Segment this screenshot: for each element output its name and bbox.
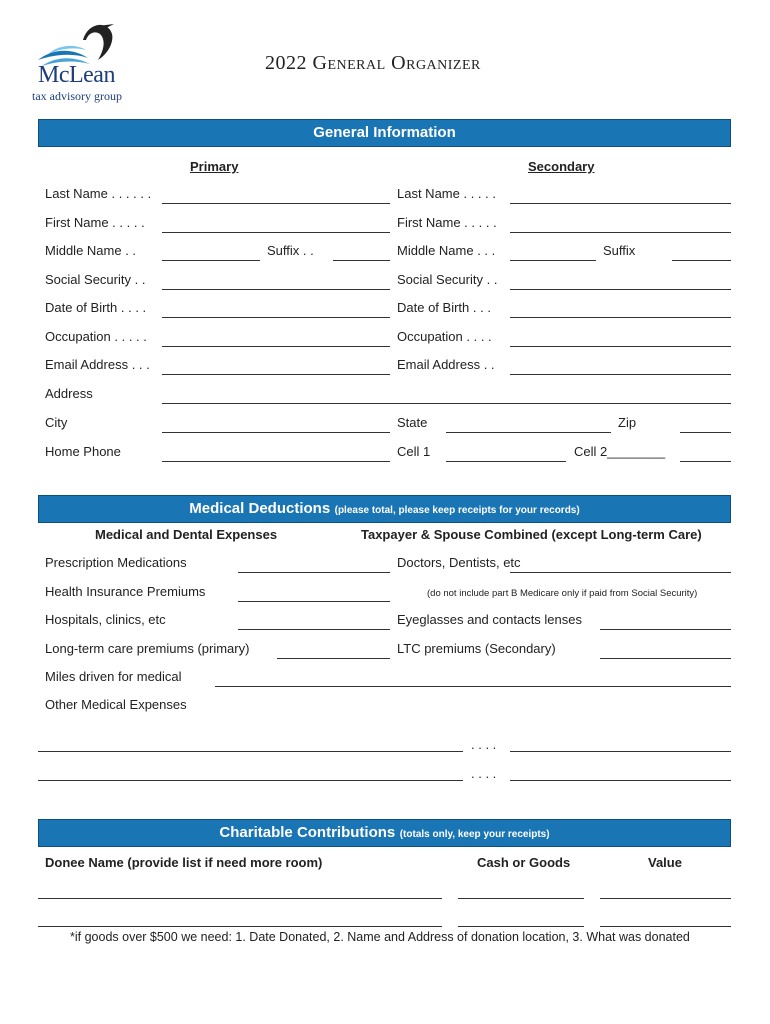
primary-heading: Primary bbox=[190, 159, 239, 174]
cash-or-goods-field-2[interactable] bbox=[458, 926, 584, 927]
other-medical-dots-1: . . . . bbox=[471, 737, 497, 752]
other-medical-dots-2: . . . . bbox=[471, 766, 497, 781]
secondary-suffix-field[interactable] bbox=[672, 260, 731, 261]
donee-name-heading: Donee Name (provide list if need more room) bbox=[45, 855, 323, 870]
health-insurance-field[interactable] bbox=[238, 601, 390, 602]
primary-first-name-label: First Name . . . . . bbox=[45, 215, 145, 230]
address-label: Address bbox=[45, 386, 93, 401]
primary-first-name-field[interactable] bbox=[162, 232, 390, 233]
secondary-middle-name-label: Middle Name . . . bbox=[397, 243, 496, 258]
doctors-label: Doctors, Dentists, etc bbox=[397, 555, 521, 570]
logo-tagline: tax advisory group bbox=[32, 89, 122, 103]
value-field-2[interactable] bbox=[600, 926, 731, 927]
other-medical-amount-1[interactable] bbox=[510, 751, 731, 752]
charitable-contributions-bar bbox=[38, 819, 731, 847]
secondary-middle-name-field[interactable] bbox=[510, 260, 596, 261]
city-label: City bbox=[45, 415, 68, 430]
cash-or-goods-heading: Cash or Goods bbox=[477, 855, 571, 870]
home-phone-field[interactable] bbox=[162, 461, 390, 462]
charitable-contributions-subtitle: (totals only, keep your receipts) bbox=[399, 829, 550, 840]
other-medical-description-1[interactable] bbox=[38, 751, 463, 752]
primary-dob-label: Date of Birth . . . . bbox=[45, 300, 147, 315]
eyeglasses-field[interactable] bbox=[600, 629, 731, 630]
prescription-label: Prescription Medications bbox=[45, 555, 187, 570]
donee-name-field-2[interactable] bbox=[38, 926, 442, 927]
charity-footnote: *if goods over $500 we need: 1. Date Donated, 2. Name and Address of donation location, 3. What was donated bbox=[70, 930, 690, 944]
general-information-bar bbox=[38, 119, 731, 147]
ltc-primary-label: Long-term care premiums (primary) bbox=[45, 641, 250, 656]
secondary-last-name-field[interactable] bbox=[510, 203, 731, 204]
prescription-field[interactable] bbox=[238, 572, 390, 573]
primary-dob-field[interactable] bbox=[162, 317, 390, 318]
ltc-secondary-label: LTC premiums (Secondary) bbox=[397, 641, 556, 656]
state-field[interactable] bbox=[446, 432, 611, 433]
cell2-label: Cell 2________ bbox=[574, 444, 666, 459]
secondary-ssn-field[interactable] bbox=[510, 289, 731, 290]
zip-field[interactable] bbox=[680, 432, 731, 433]
ltc-secondary-field[interactable] bbox=[600, 658, 731, 659]
doctors-field[interactable] bbox=[510, 572, 731, 573]
health-insurance-label: Health Insurance Premiums bbox=[45, 584, 206, 599]
secondary-dob-field[interactable] bbox=[510, 317, 731, 318]
medicare-note: (do not include part B Medicare only if paid from Social Security) bbox=[427, 588, 698, 599]
hospitals-label: Hospitals, clinics, etc bbox=[45, 612, 166, 627]
miles-label: Miles driven for medical bbox=[45, 669, 182, 684]
taxpayer-spouse-heading: Taxpayer & Spouse Combined (except Long-term Care) bbox=[361, 527, 702, 542]
primary-occupation-label: Occupation . . . . . bbox=[45, 329, 147, 344]
secondary-last-name-label: Last Name . . . . . bbox=[397, 186, 496, 201]
charitable-contributions-title: Charitable Contributions bbox=[219, 824, 396, 841]
medical-deductions-subtitle: (please total, please keep receipts for your records) bbox=[334, 505, 580, 516]
secondary-ssn-label: Social Security . . bbox=[397, 272, 498, 287]
value-heading: Value bbox=[648, 855, 682, 870]
page-title: 2022 General Organizer bbox=[265, 52, 481, 74]
medical-deductions-title: Medical Deductions bbox=[189, 500, 331, 517]
primary-middle-name-field[interactable] bbox=[162, 260, 260, 261]
cell1-field[interactable] bbox=[446, 461, 566, 462]
secondary-email-field[interactable] bbox=[510, 374, 731, 375]
value-field-1[interactable] bbox=[600, 898, 731, 899]
other-medical-label: Other Medical Expenses bbox=[45, 697, 187, 712]
city-field[interactable] bbox=[162, 432, 390, 433]
secondary-suffix-label: Suffix bbox=[603, 243, 636, 258]
eyeglasses-label: Eyeglasses and contacts lenses bbox=[397, 612, 582, 627]
primary-last-name-label: Last Name . . . . . . bbox=[45, 186, 152, 201]
secondary-first-name-label: First Name . . . . . bbox=[397, 215, 497, 230]
cell2-field[interactable] bbox=[680, 461, 731, 462]
ltc-primary-field[interactable] bbox=[277, 658, 390, 659]
primary-email-field[interactable] bbox=[162, 374, 390, 375]
other-medical-description-2[interactable] bbox=[38, 780, 463, 781]
address-field[interactable] bbox=[162, 403, 731, 404]
primary-suffix-label: Suffix . . bbox=[267, 243, 314, 258]
hospitals-field[interactable] bbox=[238, 629, 390, 630]
primary-occupation-field[interactable] bbox=[162, 346, 390, 347]
secondary-first-name-field[interactable] bbox=[510, 232, 731, 233]
primary-ssn-field[interactable] bbox=[162, 289, 390, 290]
secondary-heading: Secondary bbox=[528, 159, 595, 174]
state-label: State bbox=[397, 415, 428, 430]
logo-wordmark: McLean bbox=[38, 62, 115, 88]
zip-label: Zip bbox=[618, 415, 637, 430]
primary-last-name-field[interactable] bbox=[162, 203, 390, 204]
secondary-occupation-field[interactable] bbox=[510, 346, 731, 347]
primary-suffix-field[interactable] bbox=[333, 260, 390, 261]
medical-dental-heading: Medical and Dental Expenses bbox=[95, 527, 278, 542]
secondary-occupation-label: Occupation . . . . bbox=[397, 329, 492, 344]
medical-deductions-bar bbox=[38, 495, 731, 523]
primary-middle-name-label: Middle Name . . bbox=[45, 243, 137, 258]
miles-field[interactable] bbox=[215, 686, 731, 687]
general-information-title: General Information bbox=[313, 124, 456, 141]
primary-email-label: Email Address . . . bbox=[45, 357, 150, 372]
other-medical-amount-2[interactable] bbox=[510, 780, 731, 781]
secondary-dob-label: Date of Birth . . . bbox=[397, 300, 491, 315]
donee-name-field-1[interactable] bbox=[38, 898, 442, 899]
cell1-label: Cell 1 bbox=[397, 444, 431, 459]
cash-or-goods-field-1[interactable] bbox=[458, 898, 584, 899]
secondary-email-label: Email Address . . bbox=[397, 357, 495, 372]
primary-ssn-label: Social Security . . bbox=[45, 272, 146, 287]
home-phone-label: Home Phone bbox=[45, 444, 121, 459]
